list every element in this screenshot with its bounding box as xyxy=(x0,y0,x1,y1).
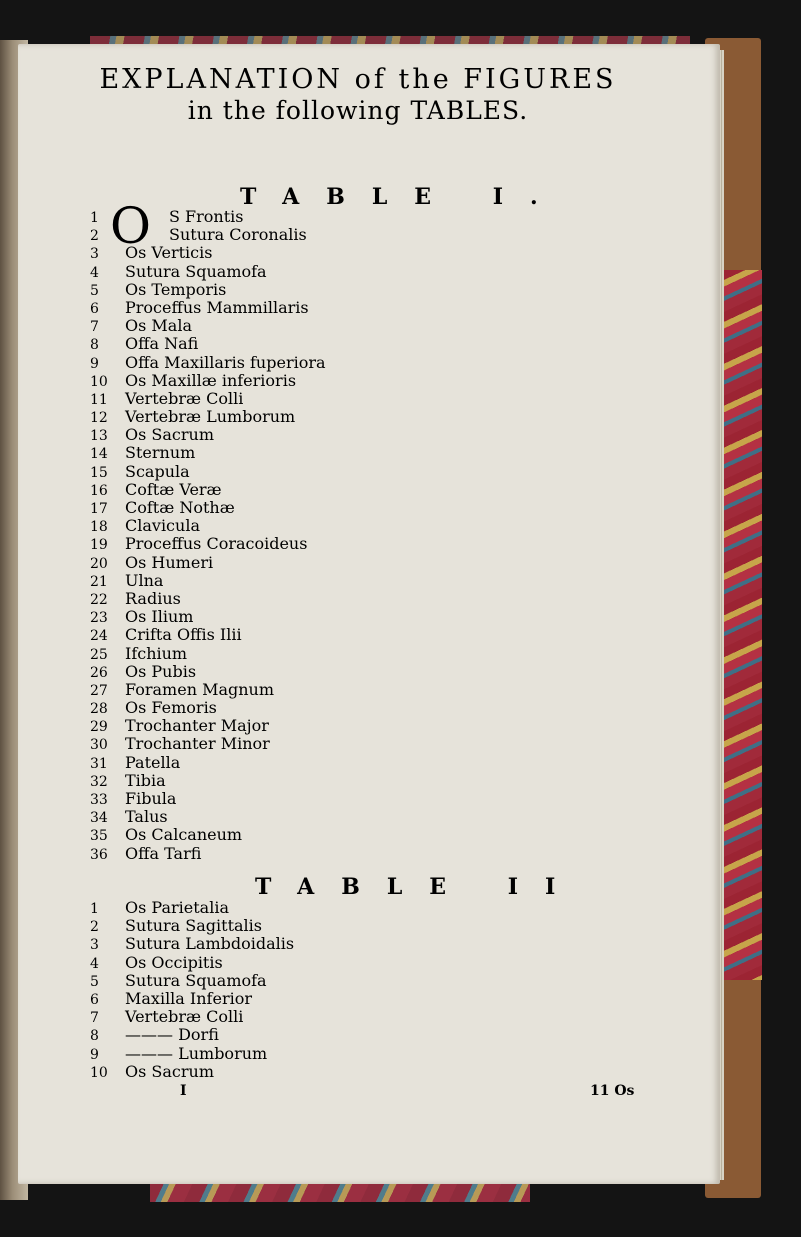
list-item xyxy=(90,917,294,935)
list-item xyxy=(90,317,326,335)
entry-number: 7 xyxy=(90,1010,99,1027)
list-item xyxy=(90,772,326,790)
entry-name: Sutura Lambdoidalis xyxy=(125,934,295,954)
entry-name: Os Femoris xyxy=(125,698,217,718)
list-item xyxy=(90,790,326,808)
list-item xyxy=(90,554,326,572)
list-item xyxy=(90,372,326,390)
entry-name: Os Pubis xyxy=(125,661,197,681)
entry-name: S Frontis xyxy=(169,207,244,226)
entry-number: 2 xyxy=(90,228,99,245)
entry-name: Os Temporis xyxy=(125,279,227,299)
entry-name: Proceffus Coracoideus xyxy=(125,534,308,554)
entry-name: Os Calcaneum xyxy=(125,825,243,845)
list-item xyxy=(90,899,294,917)
entry-name: Fibula xyxy=(125,789,177,808)
list-item xyxy=(90,808,326,826)
entry-number: 32 xyxy=(90,773,108,790)
list-item xyxy=(90,263,326,281)
list-item xyxy=(90,499,326,517)
entry-number: 35 xyxy=(90,828,108,845)
entry-name: Patella xyxy=(125,752,181,772)
entry-name: Vertebræ Lumborum xyxy=(125,407,296,427)
entry-number: 22 xyxy=(90,591,108,608)
list-item xyxy=(90,444,326,462)
list-item xyxy=(90,572,326,590)
signature-mark: I xyxy=(180,1083,187,1099)
list-item xyxy=(90,590,326,608)
list-item xyxy=(90,845,326,863)
list-item xyxy=(90,208,326,226)
entry-number: 25 xyxy=(90,646,108,663)
entry-number: 1 xyxy=(90,210,99,226)
list-item xyxy=(90,735,326,753)
list-item xyxy=(90,1063,294,1081)
entry-name: Os Sacrum xyxy=(125,1061,214,1081)
catchword: 11 Os xyxy=(590,1083,635,1099)
entry-name: Coftæ Nothæ xyxy=(125,498,235,517)
entry-name: Vertebræ Colli xyxy=(125,1007,244,1027)
entry-number: 12 xyxy=(90,410,108,427)
list-item xyxy=(90,335,326,353)
list-item xyxy=(90,226,326,244)
list-item xyxy=(90,699,326,717)
entry-name: Sutura Squamofa xyxy=(125,261,267,281)
entry-number: 9 xyxy=(90,1046,99,1063)
list-item xyxy=(90,390,326,408)
entry-name: Trochanter Major xyxy=(125,716,269,736)
list-item xyxy=(90,463,326,481)
entry-number: 2 xyxy=(90,919,99,936)
entry-name: Os Occipitis xyxy=(125,952,223,972)
entry-number: 19 xyxy=(90,537,108,554)
entry-name: Radius xyxy=(125,588,181,608)
entry-number: 16 xyxy=(90,482,108,499)
entry-number: 30 xyxy=(90,737,108,754)
entry-number: 21 xyxy=(90,573,108,590)
entry-name: Os Sacrum xyxy=(125,425,214,445)
entry-number: 4 xyxy=(90,955,99,972)
entry-number: 1 xyxy=(90,901,99,917)
entry-number: 24 xyxy=(90,628,108,645)
entry-number: 8 xyxy=(90,337,99,354)
entry-name: Coftæ Veræ xyxy=(125,479,222,499)
entry-name: Trochanter Minor xyxy=(125,734,270,754)
entry-number: 8 xyxy=(90,1028,99,1045)
list-item xyxy=(90,626,326,644)
list-item xyxy=(90,754,326,772)
entry-number: 20 xyxy=(90,555,108,572)
entry-number: 31 xyxy=(90,755,108,772)
entry-name: Offa Nafi xyxy=(125,334,199,354)
entry-name: Offa Tarfi xyxy=(125,843,202,863)
entry-number: 6 xyxy=(90,991,99,1008)
entry-name: Os Mala xyxy=(125,316,192,336)
list-item xyxy=(90,681,326,699)
list-item xyxy=(90,954,294,972)
entry-name: Ifchium xyxy=(125,643,188,663)
list-item xyxy=(90,645,326,663)
list-item xyxy=(90,935,294,953)
entry-name: Proceffus Mammillaris xyxy=(125,297,309,317)
list-item xyxy=(90,517,326,535)
list-item xyxy=(90,281,326,299)
entry-name: Os Verticis xyxy=(125,243,213,263)
entry-number: 33 xyxy=(90,792,108,808)
entry-number: 28 xyxy=(90,701,108,718)
entry-number: 3 xyxy=(90,246,99,263)
entry-name: Offa Maxillaris fuperiora xyxy=(125,352,326,372)
table-2-list xyxy=(90,899,294,1081)
table-1-title: TABLE I. xyxy=(240,184,565,210)
entry-name: Foramen Magnum xyxy=(125,679,275,699)
entry-number: 17 xyxy=(90,501,108,517)
list-item xyxy=(90,990,294,1008)
entry-number: 34 xyxy=(90,810,108,827)
entry-number: 18 xyxy=(90,519,108,536)
entry-number: 29 xyxy=(90,719,108,736)
entry-number: 10 xyxy=(90,1064,108,1081)
entry-name: Scapula xyxy=(125,461,190,481)
entry-name: Ulna xyxy=(125,570,164,590)
list-item xyxy=(90,972,294,990)
table-1-list xyxy=(90,208,326,863)
table-2-title: TABLE II xyxy=(255,874,583,900)
entry-name: Sutura Coronalis xyxy=(169,225,307,245)
drop-capital: O xyxy=(110,197,151,255)
entry-name: Clavicula xyxy=(125,516,200,536)
entry-number: 5 xyxy=(90,282,99,299)
entry-name: Os Humeri xyxy=(125,552,214,572)
list-item xyxy=(90,354,326,372)
entry-number: 4 xyxy=(90,264,99,281)
entry-name: Sutura Squamofa xyxy=(125,970,267,990)
page-heading: EXPLANATION of the FIGURES xyxy=(99,64,617,95)
entry-number: 10 xyxy=(90,373,108,390)
entry-name: Tibia xyxy=(125,770,166,790)
entry-name: Vertebræ Colli xyxy=(125,388,244,408)
entry-name: Talus xyxy=(125,807,168,827)
list-item xyxy=(90,244,326,262)
list-item xyxy=(90,1008,294,1026)
entry-name: Os Ilium xyxy=(125,607,194,627)
entry-number: 15 xyxy=(90,464,108,481)
entry-name: Crifta Offis Ilii xyxy=(125,625,242,645)
entry-number: 3 xyxy=(90,937,99,954)
page-subheading: in the following TABLES. xyxy=(187,96,529,125)
list-item xyxy=(90,663,326,681)
list-item xyxy=(90,608,326,626)
entry-number: 13 xyxy=(90,428,108,445)
entry-name: Sutura Sagittalis xyxy=(125,916,262,936)
entry-number: 11 xyxy=(90,391,108,408)
list-item xyxy=(90,1045,294,1063)
entry-number: 23 xyxy=(90,610,108,627)
list-item xyxy=(90,717,326,735)
entry-name: Os Parietalia xyxy=(125,898,229,917)
entry-name: Maxilla Inferior xyxy=(125,988,252,1008)
entry-name: Os Maxillæ inferioris xyxy=(125,370,297,390)
entry-name: ——— Lumborum xyxy=(125,1043,268,1063)
entry-number: 5 xyxy=(90,973,99,990)
entry-number: 26 xyxy=(90,664,108,681)
entry-name: ——— Dorfi xyxy=(125,1025,219,1045)
list-item xyxy=(90,1026,294,1044)
entry-number: 27 xyxy=(90,682,108,699)
entry-number: 36 xyxy=(90,846,108,863)
entry-number: 7 xyxy=(90,319,99,336)
list-item xyxy=(90,481,326,499)
entry-number: 6 xyxy=(90,300,99,317)
list-item xyxy=(90,408,326,426)
list-item xyxy=(90,826,326,844)
entry-name: Sternum xyxy=(125,443,196,463)
marbled-edge-top xyxy=(90,36,690,44)
marbled-endpaper xyxy=(724,270,762,980)
list-item xyxy=(90,426,326,444)
list-item xyxy=(90,535,326,553)
entry-number: 14 xyxy=(90,446,108,463)
entry-number: 9 xyxy=(90,355,99,372)
list-item xyxy=(90,299,326,317)
